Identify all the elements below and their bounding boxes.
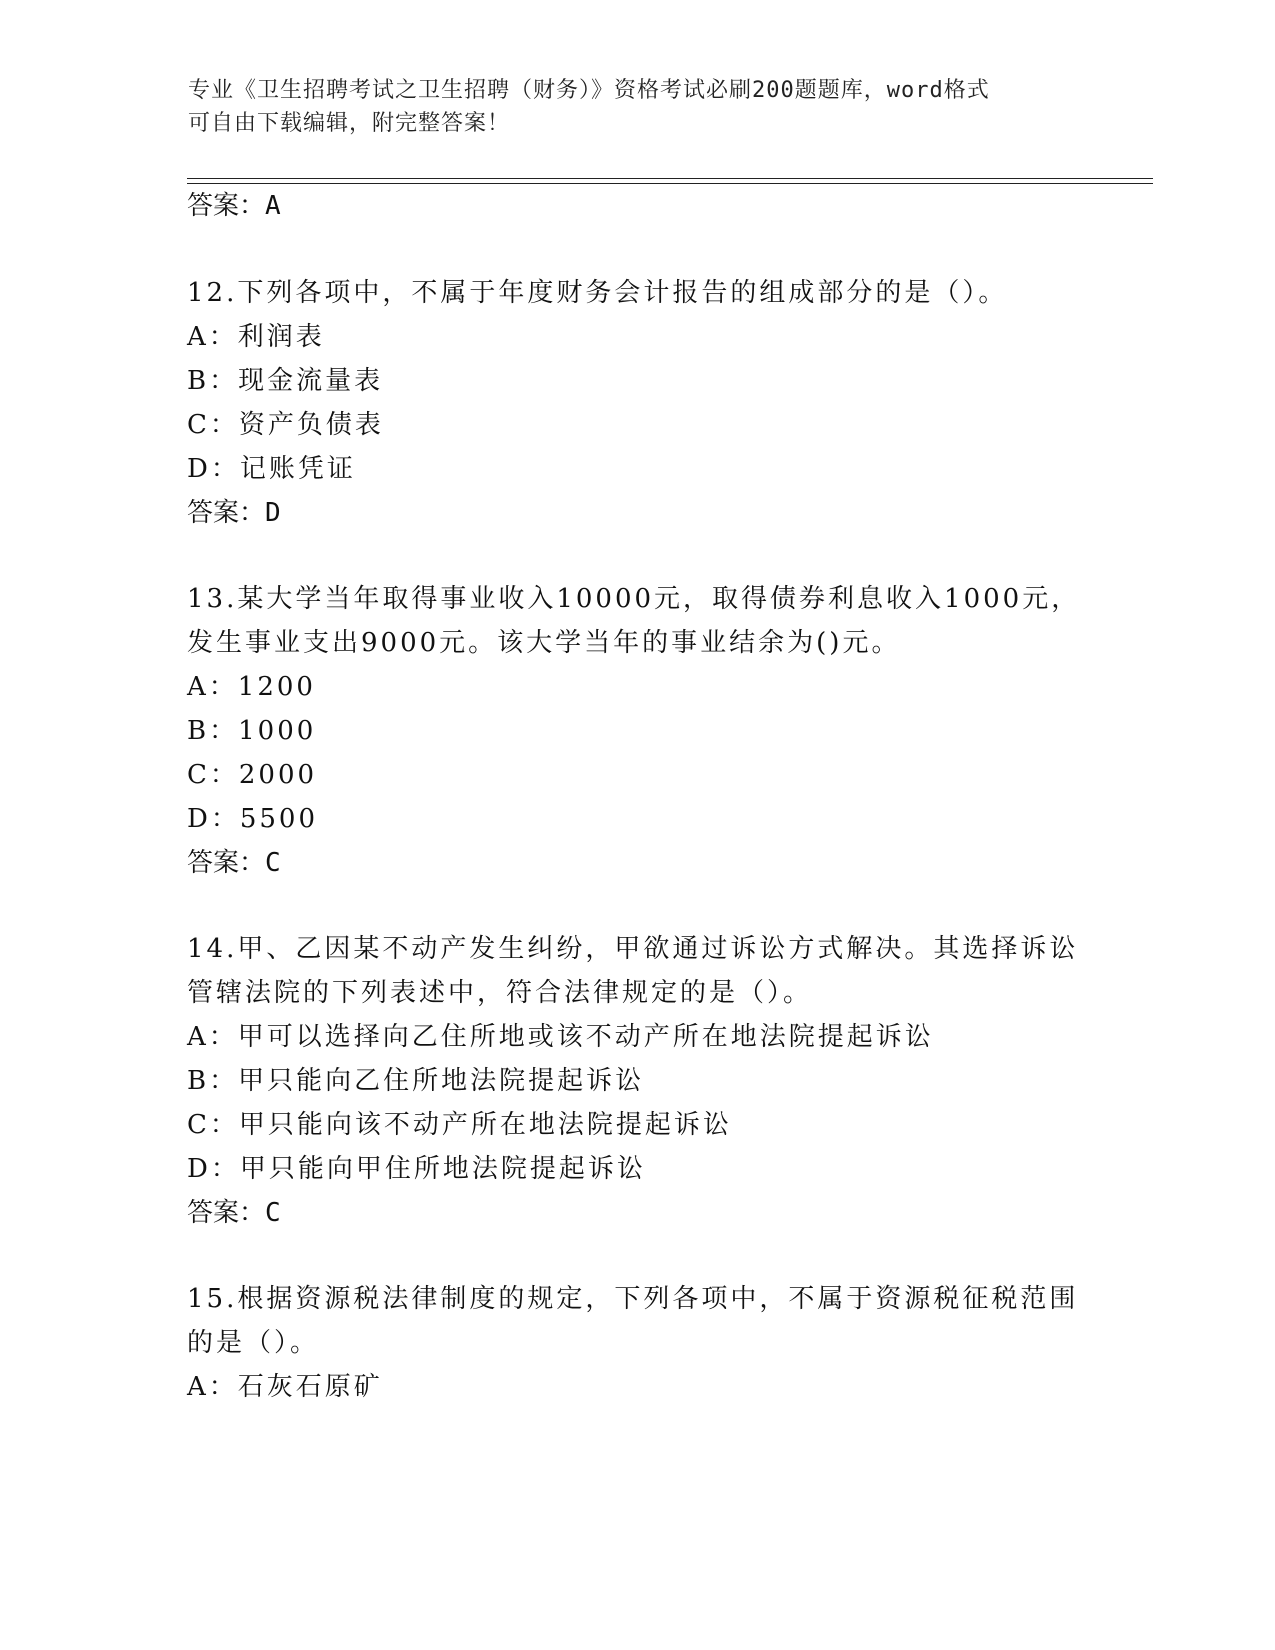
- answer-value: D: [265, 498, 281, 528]
- question-12-option-a: A：利润表: [187, 322, 325, 352]
- question-14-option-c: C：甲只能向该不动产所在地法院提起诉讼: [187, 1110, 732, 1140]
- question-14-option-a: A：甲可以选择向乙住所地或该不动产所在地法院提起诉讼: [187, 1022, 934, 1052]
- question-13-option-c: C：2000: [187, 760, 318, 790]
- answer-value: C: [265, 1198, 281, 1228]
- answer-prev: [187, 190, 281, 222]
- question-12-option-c: C：资产负债表: [187, 410, 384, 440]
- header-rule-bottom: [187, 183, 1153, 184]
- question-13-option-d: D：5500: [187, 804, 319, 834]
- answer-value: C: [265, 848, 281, 878]
- answer-label: 答案：: [187, 191, 266, 221]
- question-15-text-line-1: 15.根据资源税法律制度的规定，下列各项中，不属于资源税征税范围: [187, 1284, 1079, 1314]
- question-14-option-b: B：甲只能向乙住所地法院提起诉讼: [187, 1066, 645, 1096]
- answer-13: [187, 847, 281, 879]
- answer-12: [187, 497, 281, 529]
- answer-value: A: [265, 191, 281, 221]
- document-header: [188, 74, 1068, 140]
- header-line-1: 专业《卫生招聘考试之卫生招聘（财务）》资格考试必刷200题题库，word格式: [188, 78, 990, 103]
- question-12-text: 12.下列各项中，不属于年度财务会计报告的组成部分的是（）。: [187, 278, 1008, 308]
- header-line-2: 可自由下载编辑，附完整答案！: [188, 111, 511, 136]
- question-14-option-d: D：甲只能向甲住所地法院提起诉讼: [187, 1154, 646, 1184]
- answer-label: 答案：: [187, 498, 266, 528]
- question-15-text-line-2: 的是（）。: [187, 1328, 320, 1358]
- question-14-text-line-1: 14.甲、乙因某不动产发生纠纷，甲欲通过诉讼方式解决。其选择诉讼: [187, 934, 1079, 964]
- answer-label: 答案：: [187, 848, 266, 878]
- header-rule-top: [187, 178, 1153, 179]
- question-15-option-a: A：石灰石原矿: [187, 1372, 383, 1402]
- question-12-option-b: B：现金流量表: [187, 366, 384, 396]
- question-13-option-a: A：1200: [187, 672, 316, 702]
- question-13-option-b: B：1000: [187, 716, 317, 746]
- question-13-text-line-1: 13.某大学当年取得事业收入10000元，取得债券利息收入1000元，: [187, 584, 1081, 614]
- question-14-text-line-2: 管辖法院的下列表述中，符合法律规定的是（）。: [187, 978, 813, 1008]
- question-12-option-d: D：记账凭证: [187, 454, 356, 484]
- answer-14: [187, 1197, 281, 1229]
- answer-label: 答案：: [187, 1198, 266, 1228]
- question-13-text-line-2: 发生事业支出9000元。该大学当年的事业结余为()元。: [187, 628, 901, 658]
